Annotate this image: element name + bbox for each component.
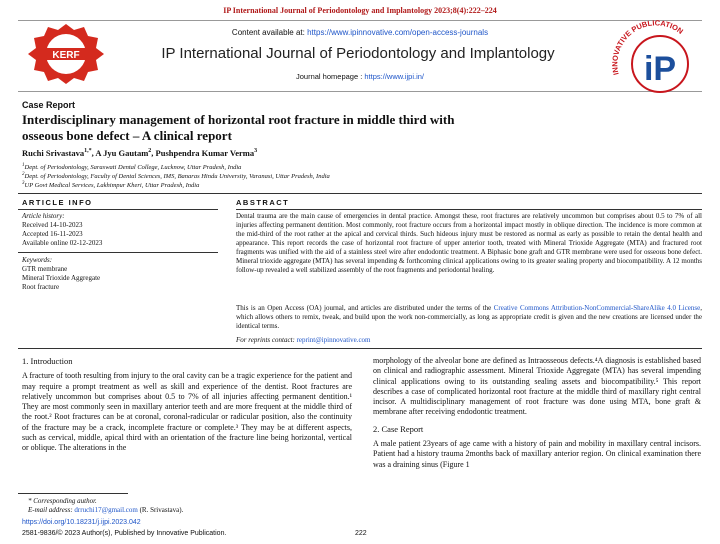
corresponding-author: * Corresponding author. E-mail address: drruchi17@gmail.com (R. Srivastava).	[28, 497, 184, 514]
title-line-2: osseous bone defect – A clinical report	[22, 128, 232, 143]
copyright: 2581-9836/© 2023 Author(s), Published by Innovative Publication.	[22, 530, 227, 537]
keyword: GTR membrane	[22, 265, 68, 273]
author-list	[22, 148, 257, 158]
homepage-link[interactable]: https://www.ijpi.in/	[364, 72, 424, 81]
author-email-link[interactable]: drruchi17@gmail.com	[74, 506, 138, 514]
introduction-heading: 1. Introduction	[22, 356, 73, 366]
divider	[236, 209, 702, 210]
publisher-logo-text: INNOVATIVE PUBLICATION	[610, 20, 685, 76]
keyword: Mineral Trioxide Aggregate	[22, 274, 101, 282]
open-access-link[interactable]: https://www.ipinnovative.com/open-access-journals	[307, 28, 489, 37]
doi-link[interactable]: https://doi.org/10.18231/j.ijpi.2023.042	[22, 519, 141, 526]
innovative-publication-logo	[608, 20, 700, 96]
title-line-1: Interdisciplinary management of horizontal root fracture in middle third with	[22, 112, 455, 127]
author-1: Ruchi Srivastava	[22, 148, 85, 158]
received-date: Received 14-10-2023	[22, 221, 83, 229]
ip-mark: iP	[643, 50, 677, 88]
open-access-notice: This is an Open Access (OA) journal, and articles are distributed under the terms of the Creative Commons Attribution-NonCommercial-ShareAlike 4.0 License, which allows others to remix, tweak, and build upon the work non-commercially, as long as appropriate credit is given and the new creations are licensed under the identical terms.	[236, 304, 702, 330]
article-history	[22, 212, 222, 248]
keyword: Root fracture	[22, 283, 60, 291]
author-2: , A Jyu Gautam	[91, 148, 149, 158]
affiliation-3: $^3$UP Govt Medical Services, Lakhimpur Kheri, Uttar Pradesh, India	[22, 181, 200, 190]
reprint-contact: For reprints contact: reprint@ipinnovative.com	[236, 336, 371, 344]
online-date: Available online 02-12-2023	[22, 239, 103, 247]
keywords-label: Keywords:	[22, 256, 53, 264]
license-link[interactable]: Creative Commons Attribution-NonCommercial-ShareAlike 4.0 License	[493, 304, 701, 312]
homepage-label: Journal homepage :	[296, 72, 365, 81]
intro-continuation-text: morphology of the alveolar bone are defined as Intraosseous defects.⁴A diagnosis is established based on clinical and radiographic assessment. Mineral Trioxide Aggregate (MTA) has several impending clinical applications owing to its outstanding sealing assets and biocompatibility.⁵ This report describes a case of complicated horizontal root fracture at the middle third of maxillary right central incisor. A multidisciplinary management of root fracture was done using MTA, bone graft & membrane after receiving endodontic treatment.	[373, 356, 701, 417]
abstract-text: Dental trauma are the main cause of emergencies in dental practice. Amongst these, root fractures are relatively uncommon but comprises about 0.5 to 7% of all injuries affecting permanent dentition. Most commonly, root fracture occurs from a horizontal impact mostly in oblique direction. The incidence is more common at the mid-third of the root rather at the apical and cervical thirds. Such hideous injury must be restored as normal as early as possible to retain the dental health and appearance. This report records the case of horizontal root fracture of upper anterior tooth, treated with Mineral Trioxide Aggregate (MTA) and fractured root fragments was unified with the aid of a stainless steel wire after endodontic treatment. A Biphasic bone graft and GTR membrane were used for osseous bone defect. Mineral trioxide aggregate (MTA) has several impending & forthcoming clinical applications owing to its greater sealing property and biocompatibility. A 12 months follow-up revealed a well stabilized assembly of the root fragments and periodontal healing.	[236, 212, 702, 274]
content-available-label: Content available at:	[231, 28, 308, 37]
reprint-email-link[interactable]: reprint@ipinnovative.com	[296, 336, 371, 344]
divider	[18, 252, 218, 253]
history-label: Article history:	[22, 212, 65, 220]
kerf-logo-text: KERF	[52, 50, 80, 61]
article-title	[22, 112, 682, 144]
abstract-heading: ABSTRACT	[236, 198, 290, 207]
article-info-heading: ARTICLE INFO	[22, 198, 93, 207]
accepted-date: Accepted 16-11-2023	[22, 230, 83, 238]
affiliation-1: $^1$Dept. of Periodontology, Saraswati Dental College, Lucknow, Uttar Pradesh, India	[22, 163, 242, 172]
author-1-sup: 1,*	[84, 148, 92, 155]
author-3-sup: 3	[254, 148, 258, 155]
right-column	[373, 356, 701, 470]
article-type: Case Report	[22, 100, 76, 110]
journal-citation-line: IP International Journal of Periodontology and Implantology 2023;8(4):222–224	[223, 6, 497, 15]
divider	[18, 193, 702, 194]
page-number: 222	[355, 530, 367, 537]
author-2-sup: 2	[148, 148, 152, 155]
divider	[18, 348, 702, 349]
introduction-text: A fracture of tooth resulting from injury to the oral cavity can be a tragic experience for the patient and may require a prompt treatment as well as skill and experience of the dentist. Root fractures are relatively uncommon but comprises about 0.5 to 7% of all injuries affecting permanent dentition.¹ They are most commonly seen in maxillary anterior teeth and are more frequent at the middle third of the root.² Root fractures can be at coronal, coronal-radicular or radicular position, also the continuity of the fracture may be a crack, incomplete fracture or complete.³ They may be at different aspects, such as cervical, middle, apical third with an orientation of the fracture line being horizontal, vertical or oblique. The alterations in the	[22, 371, 352, 453]
case-report-text: A male patient 23years of age came with a history of pain and mobility in maxillary central incisors. Patient had a history trauma 2months back of maxillary anterior region. On clinical examination there was a draining sinus (Figure 1	[373, 439, 701, 469]
author-3: , Pushpendra Kumar Verma	[151, 148, 255, 158]
affiliation-2: $^2$Dept. of Periodontology, Faculty of Dental Sciences, IMS, Banaras Hindu University, Varanasi, Uttar Pradesh, India	[22, 172, 330, 181]
case-report-heading: 2. Case Report	[373, 423, 424, 434]
keywords	[22, 256, 222, 292]
introduction-section	[22, 356, 352, 454]
journal-title: IP International Journal of Periodontology and Implantology	[161, 45, 555, 62]
divider	[18, 209, 218, 210]
footnote-rule	[18, 493, 128, 494]
